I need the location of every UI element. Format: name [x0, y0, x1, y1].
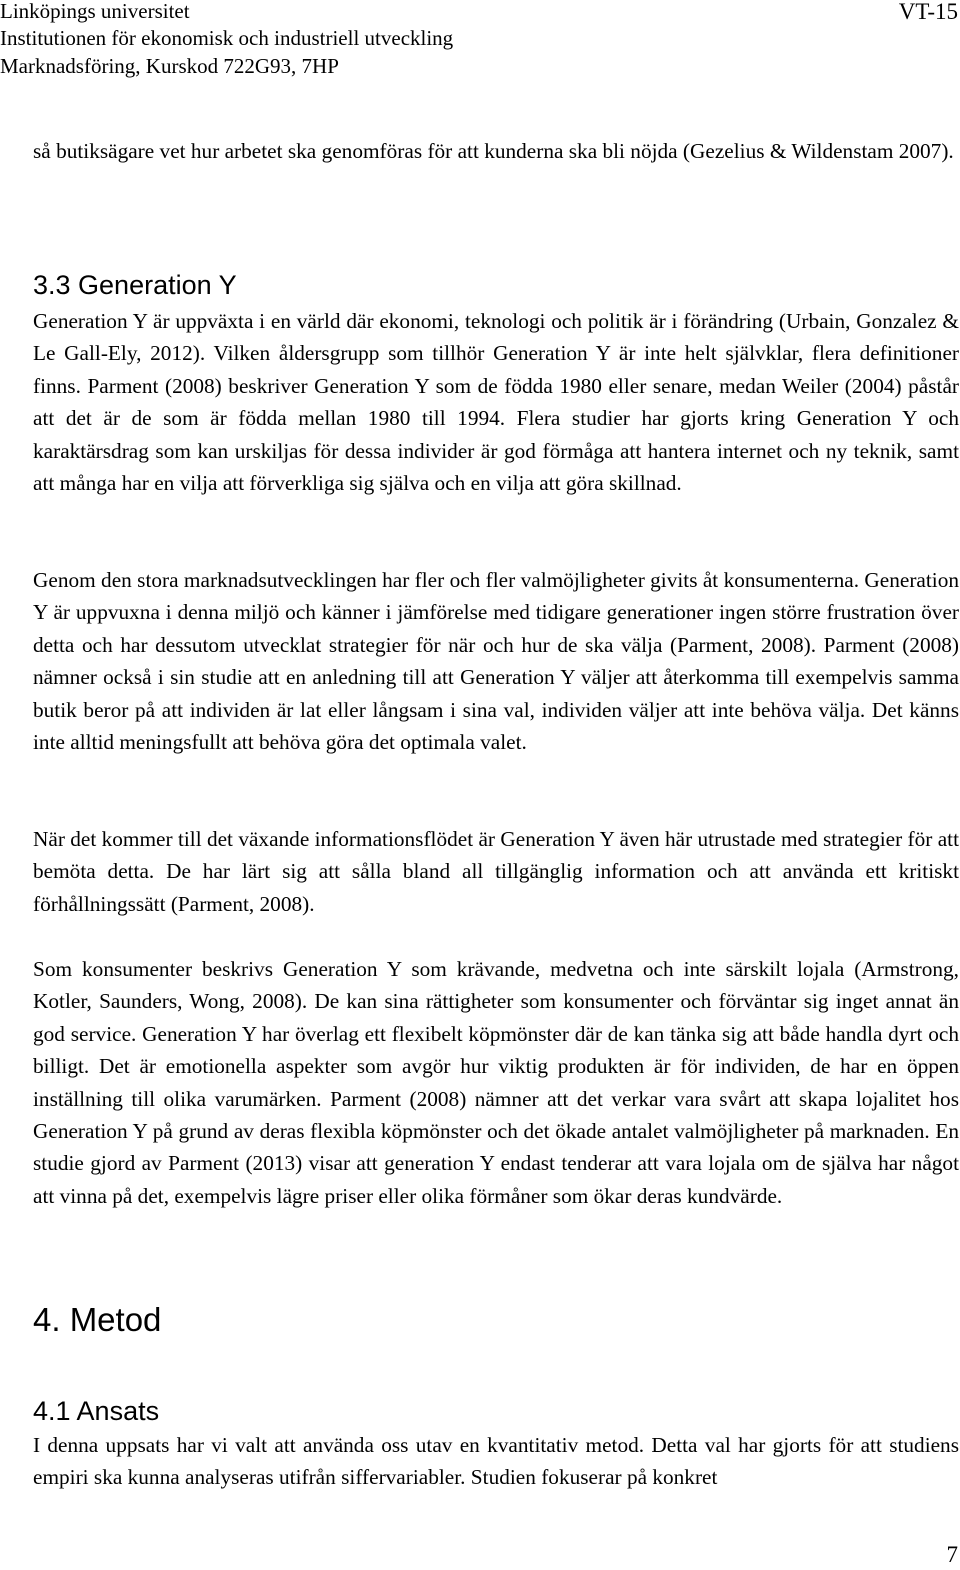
section-heading-3-3: 3.3 Generation Y — [33, 270, 237, 300]
page-header — [0, 0, 960, 84]
paragraph-method: I denna uppsats har vi valt att använda oss utav en kvantitativ metod. Detta val har gjorts för att studiens empiri ska kunna analyseras utifrån siffervariabler. Studien fokuserar på konkret — [33, 1433, 959, 1490]
page-number: 7 — [946, 1542, 958, 1567]
chapter-heading-4: 4. Metod — [33, 1301, 162, 1338]
header-department: Institutionen för ekonomisk och industriell utveckling — [0, 26, 454, 50]
header-term: VT-15 — [898, 0, 958, 24]
section-heading-4-1: 4.1 Ansats — [33, 1396, 160, 1426]
paragraph-consumer-loyalty: Som konsumenter beskrivs Generation Y som krävande, medvetna och inte särskilt lojala (Armstrong, Kotler, Saunders, Wong, 2008). De kan sina rättigheter som konsumenter och förväntar sig inget annat än god service. Generation Y har överlag ett flexibelt köpmönster där de kan tänka sig att både handla dyrt och billigt. Det är emotionella aspekter som avgör hur viktig produkten är för individen, de har en öppen inställning till olika varumärken. Parment (2008) nämner att det verkar vara svårt att skapa lojalitet hos Generation Y på grund av deras flexibla köpmönster och det ökade antalet valmöjligheter på marknaden. En studie gjord av Parment (2013) visar att generation Y endast tenderar att vara lojala om de själva har något att vinna på det, exempelvis lägre priser eller olika förmåner som ökar deras kundvärde. — [33, 957, 959, 1208]
paragraph-information-flow: När det kommer till det växande informationsflödet är Generation Y även här utrustade med strategier för att bemöta detta. De har lärt sig att sålla bland all tillgänglig information och att använda ett kritiskt förhållningssätt (Parment, 2008). — [33, 827, 959, 916]
header-course: Marknadsföring, Kurskod 722G93, 7HP — [0, 54, 339, 78]
header-university: Linköpings universitet — [0, 0, 190, 23]
paragraph-intro: så butiksägare vet hur arbetet ska genomföras för att kunderna ska bli nöjda (Gezelius & Wildenstam 2007). — [33, 139, 954, 163]
paragraph-generation-y-definition: Generation Y är uppväxta i en värld där ekonomi, teknologi och politik är i förändring (Urbain, Gonzalez & Le Gall-Ely, 2012). Vilken åldersgrupp som tillhör Generation Y är inte helt självklar, flera definitioner finns. Parment (2008) beskriver Generation Y som de födda 1980 eller senare, medan Weiler (2004) påstår att det är de som är födda mellan 1980 till 1994. Flera studier har gjorts kring Generation Y och karaktärsdrag som kan urskiljas för dessa individer är god förmåga att hantera internet och ny teknik, samt att många har en vilja att förverkliga sig själva och en vilja att göra skillnad. — [33, 309, 959, 496]
paragraph-choices: Genom den stora marknadsutvecklingen har fler och fler valmöjligheter givits åt konsumenterna. Generation Y är uppvuxna i denna miljö och känner i jämförelse med tidigare generationer ingen större frustration över detta och har dessutom utvecklat strategier för när och hur de ska välja (Parment, 2008). Parment (2008) nämner också i sin studie att en anledning till att Generation Y väljer att återkomma till exempelvis samma butik beror på att individen är lat eller långsam i sina val, individen väljer att inte behöva välja. Det känns inte alltid meningsfullt att behöva göra det optimala valet. — [33, 568, 959, 755]
